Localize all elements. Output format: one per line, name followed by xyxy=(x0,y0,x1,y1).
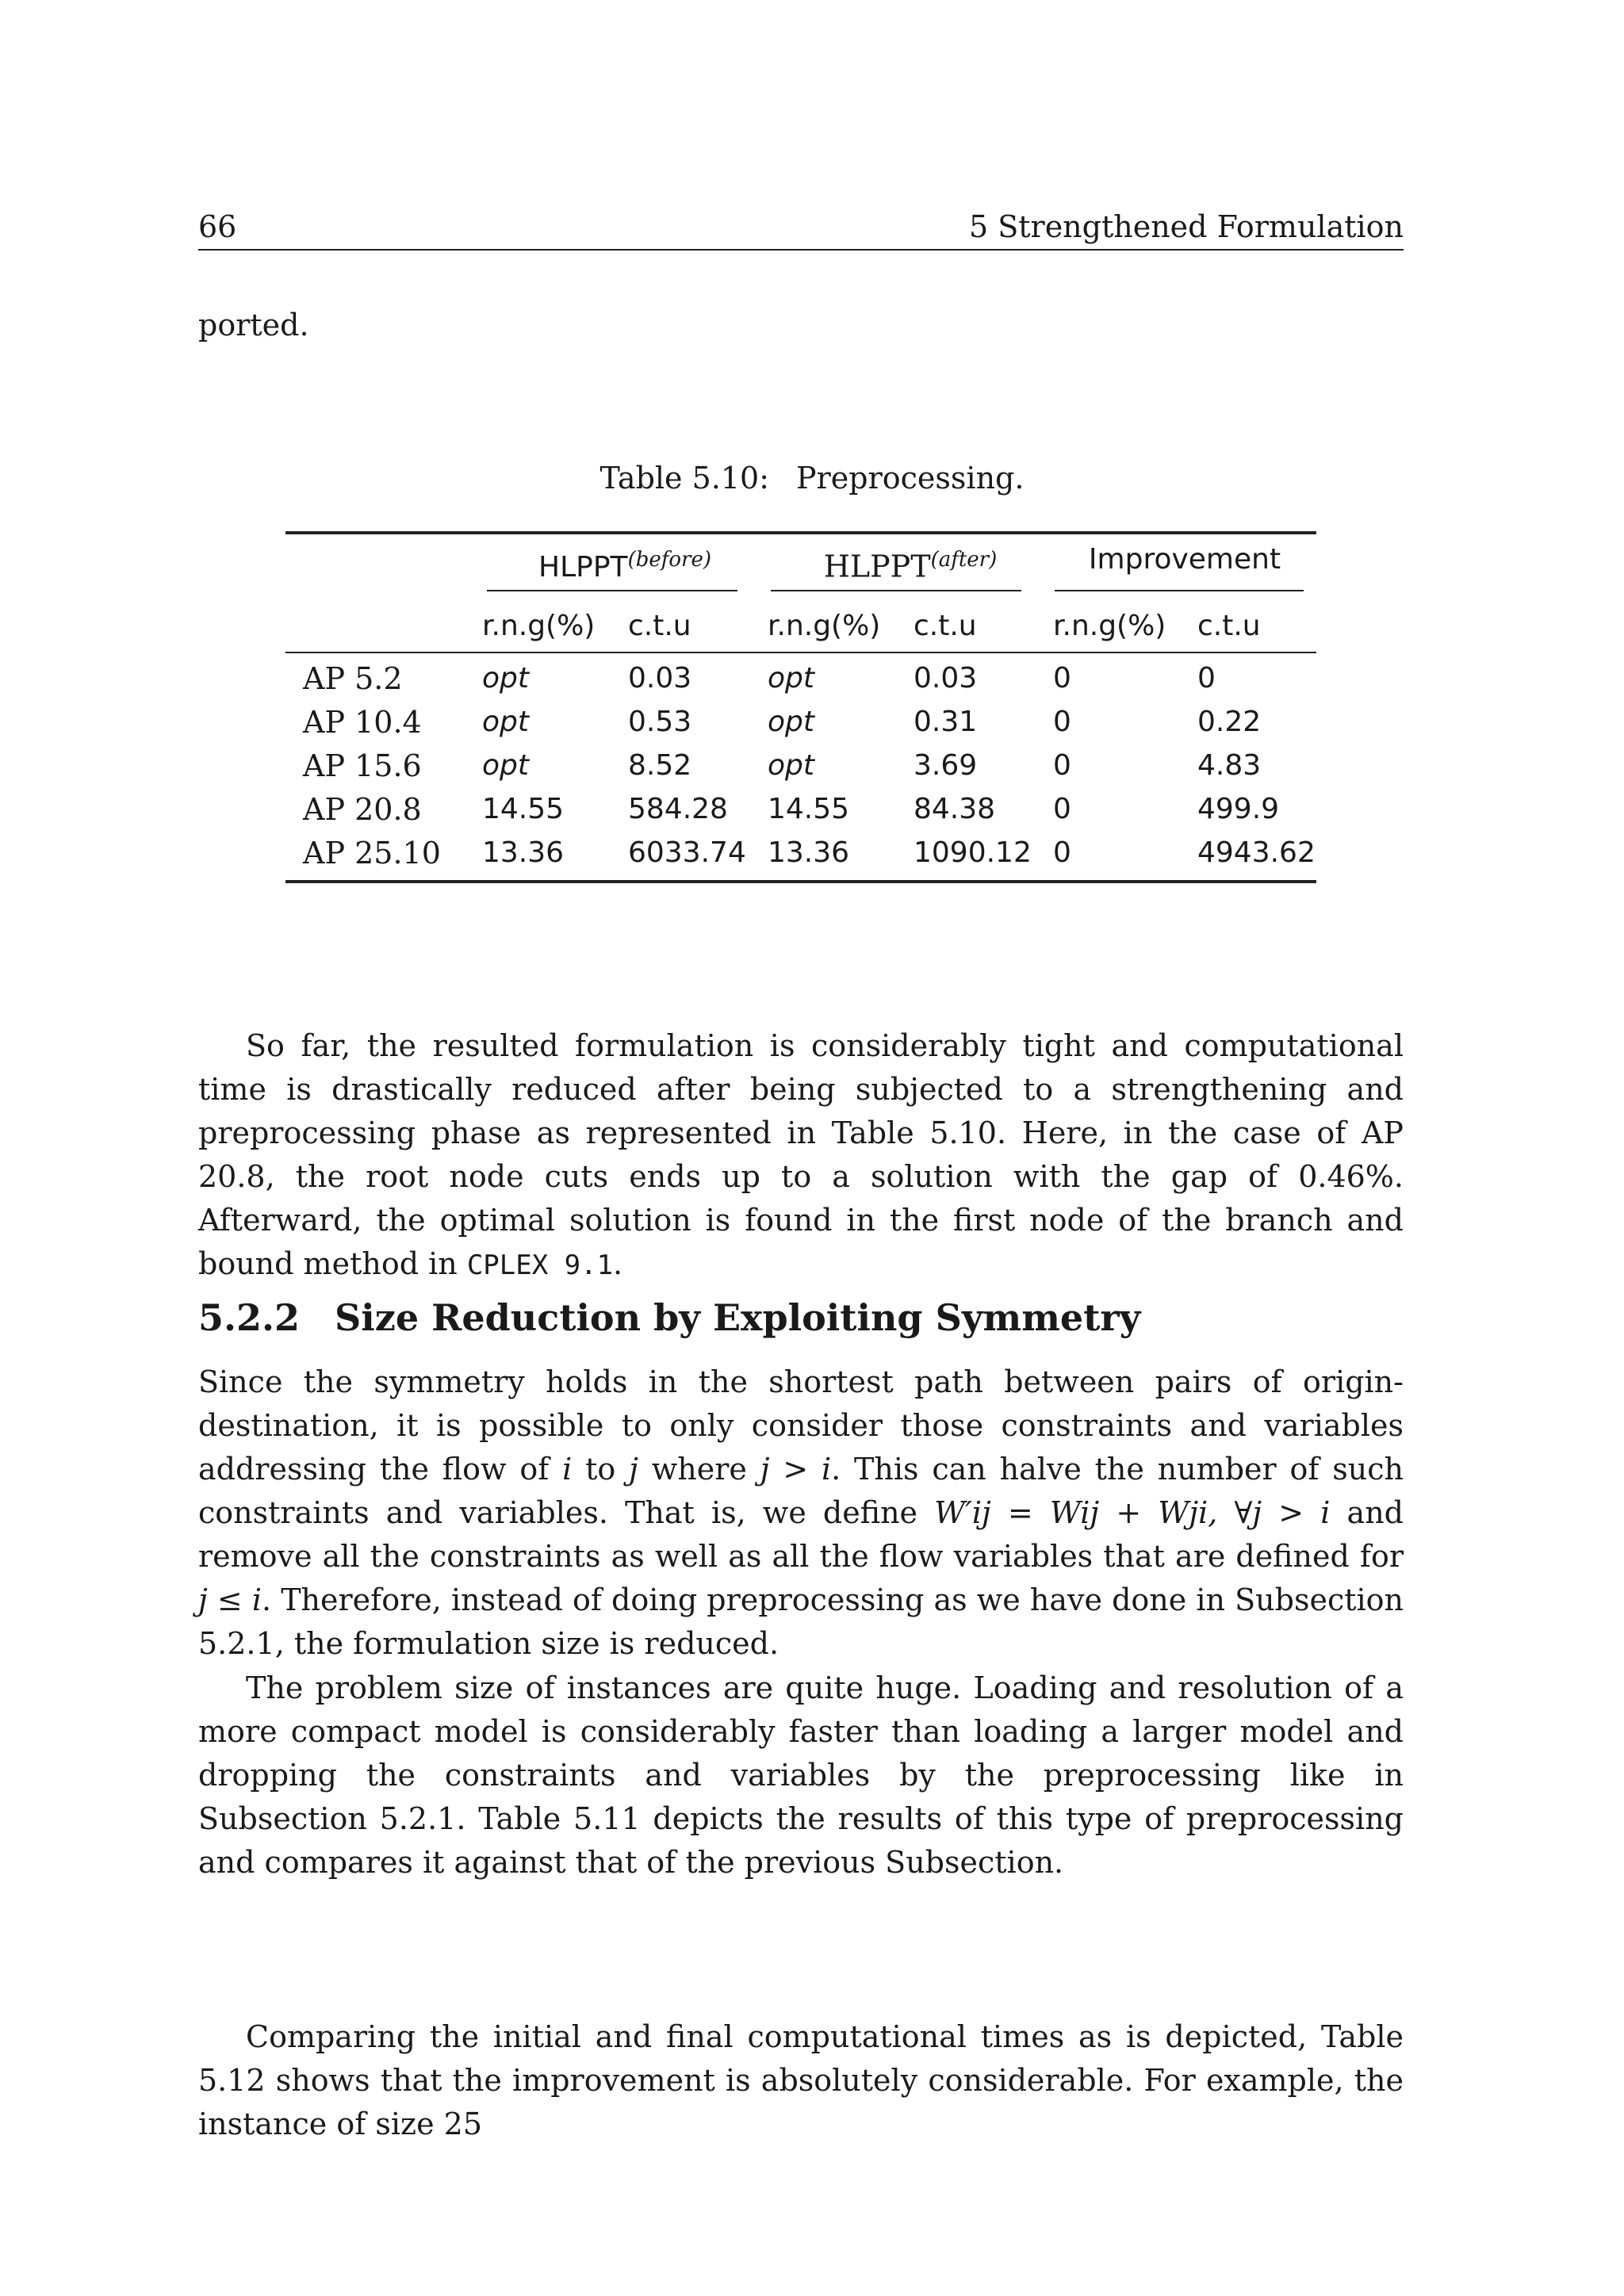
table-cell: 0 xyxy=(1053,749,1071,782)
column-header: c.t.u xyxy=(914,609,977,642)
table-cell: 0 xyxy=(1197,662,1216,695)
table-cell: 4943.62 xyxy=(1197,836,1316,869)
row-label: AP 25.10 xyxy=(303,835,441,871)
table-cell: opt xyxy=(482,749,529,782)
table-cell: 0.22 xyxy=(1197,706,1262,738)
paragraph-comparison: Comparing the initial and final computational times as is depicted, Table 5.12 shows that the improvement is absolutely considerable. For example, the instance of size 25 xyxy=(198,2019,1404,2141)
table-cell: 0 xyxy=(1053,706,1071,738)
table-grid xyxy=(285,599,1316,874)
page-number: 66 xyxy=(198,209,237,244)
table-cell: 13.36 xyxy=(482,836,565,869)
running-title: 5 Strengthened Formulation xyxy=(968,209,1404,244)
section-heading xyxy=(198,1294,1140,1341)
equation-inline: W′ij = Wij + Wji, ∀j > i xyxy=(934,1495,1331,1530)
table-title: Preprocessing. xyxy=(796,461,1025,496)
group-rule-improvement xyxy=(1055,590,1304,591)
paragraph-results: So far, the resulted formulation is considerably tight and computational time is drastically reduced after being subjected to a strengthening and preprocessing phase as represented in Table 5.10. Here, in the case of AP 20.8, the root node cuts ends up to a solution with the gap of 0.46%. Afterward, the optimal solution is found in the first node of the branch and bound method in CPLEX 9.1. xyxy=(198,1028,1404,1281)
table-cell: 0.31 xyxy=(914,706,978,738)
group-header-after: $HLPPT^{(after)}$ xyxy=(823,548,998,584)
table-cell: opt xyxy=(768,706,814,738)
section-number: 5.2.2 xyxy=(198,1296,301,1339)
table-cell: 8.52 xyxy=(628,749,692,782)
cplex-code: CPLEX 9.1 xyxy=(466,1249,614,1281)
column-header: r.n.g(%) xyxy=(1053,609,1166,642)
table-cell: 0.03 xyxy=(628,662,692,695)
table-row xyxy=(285,700,1316,744)
table-cell: 0 xyxy=(1053,793,1071,825)
text-fragment: ported. xyxy=(198,308,309,342)
table-cell: opt xyxy=(482,662,529,695)
row-label: AP 15.6 xyxy=(303,748,422,783)
table-cell: 14.55 xyxy=(482,793,565,825)
table-cell: opt xyxy=(768,749,814,782)
section-title: Size Reduction by Exploiting Symmetry xyxy=(335,1296,1141,1339)
table-cell: 1090.12 xyxy=(914,836,1032,869)
group-rule-after xyxy=(771,590,1021,591)
row-label: AP 10.4 xyxy=(303,704,422,740)
table-cell: 0.53 xyxy=(628,706,692,738)
table-cell: 0.03 xyxy=(914,662,978,695)
table-cell: 3.69 xyxy=(914,749,978,782)
column-header: r.n.g(%) xyxy=(482,609,596,642)
table-cell: 0 xyxy=(1053,836,1071,869)
table-cell: 13.36 xyxy=(768,836,850,869)
table-caption xyxy=(0,458,1624,498)
group-header-before: $HLPPT^{(before)}$ xyxy=(538,548,711,584)
paragraph-problem-size: The problem size of instances are quite huge. Loading and resolution of a more compact model is considerably faster than loading a larger model and dropping the constraints and variables by the preprocessing like in Subsection 5.2.1. Table 5.11 depicts the results of this type of preprocessing and compares it against that of the previous Subsection. xyxy=(198,1670,1404,1880)
group-rule-before xyxy=(487,590,737,591)
table-cell: opt xyxy=(768,662,814,695)
table-row xyxy=(285,787,1316,831)
table-row xyxy=(285,744,1316,787)
table-cell: 584.28 xyxy=(628,793,728,825)
table-label: Table 5.10: xyxy=(599,461,770,496)
column-header: c.t.u xyxy=(628,609,691,642)
table-top-rule xyxy=(285,531,1316,534)
running-head xyxy=(198,208,1404,251)
table-cell: 84.38 xyxy=(914,793,996,825)
table-cell: 6033.74 xyxy=(628,836,746,869)
table-bottom-rule xyxy=(285,880,1316,883)
table-column-header-row xyxy=(285,599,1316,652)
table-cell: 14.55 xyxy=(768,793,850,825)
group-header-improvement: Improvement xyxy=(1088,543,1281,576)
table-cell: 4.83 xyxy=(1197,749,1262,782)
paragraph-symmetry: Since the symmetry holds in the shortest path between pairs of origin-destination, it is possible to only consider those constraints and variables addressing the flow of i to j where j > i. This can halve the number of such constraints and variables. That is, we define W′ij = Wij + Wji, ∀j > i and remove all the constraints as well as all the flow variables that are defined for j ≤ i. Therefore, instead of doing preprocessing as we have done in Subsection 5.2.1, the formulation size is reduced. xyxy=(198,1364,1404,1661)
table-row xyxy=(285,652,1316,700)
table-cell: opt xyxy=(482,706,529,738)
row-label: AP 20.8 xyxy=(303,791,422,827)
table-cell: 499.9 xyxy=(1197,793,1280,825)
table-row xyxy=(285,831,1316,874)
column-header xyxy=(285,599,482,652)
table-cell: 0 xyxy=(1053,662,1071,695)
column-header: c.t.u xyxy=(1197,609,1261,642)
column-header: r.n.g(%) xyxy=(768,609,881,642)
row-label: AP 5.2 xyxy=(303,660,403,696)
